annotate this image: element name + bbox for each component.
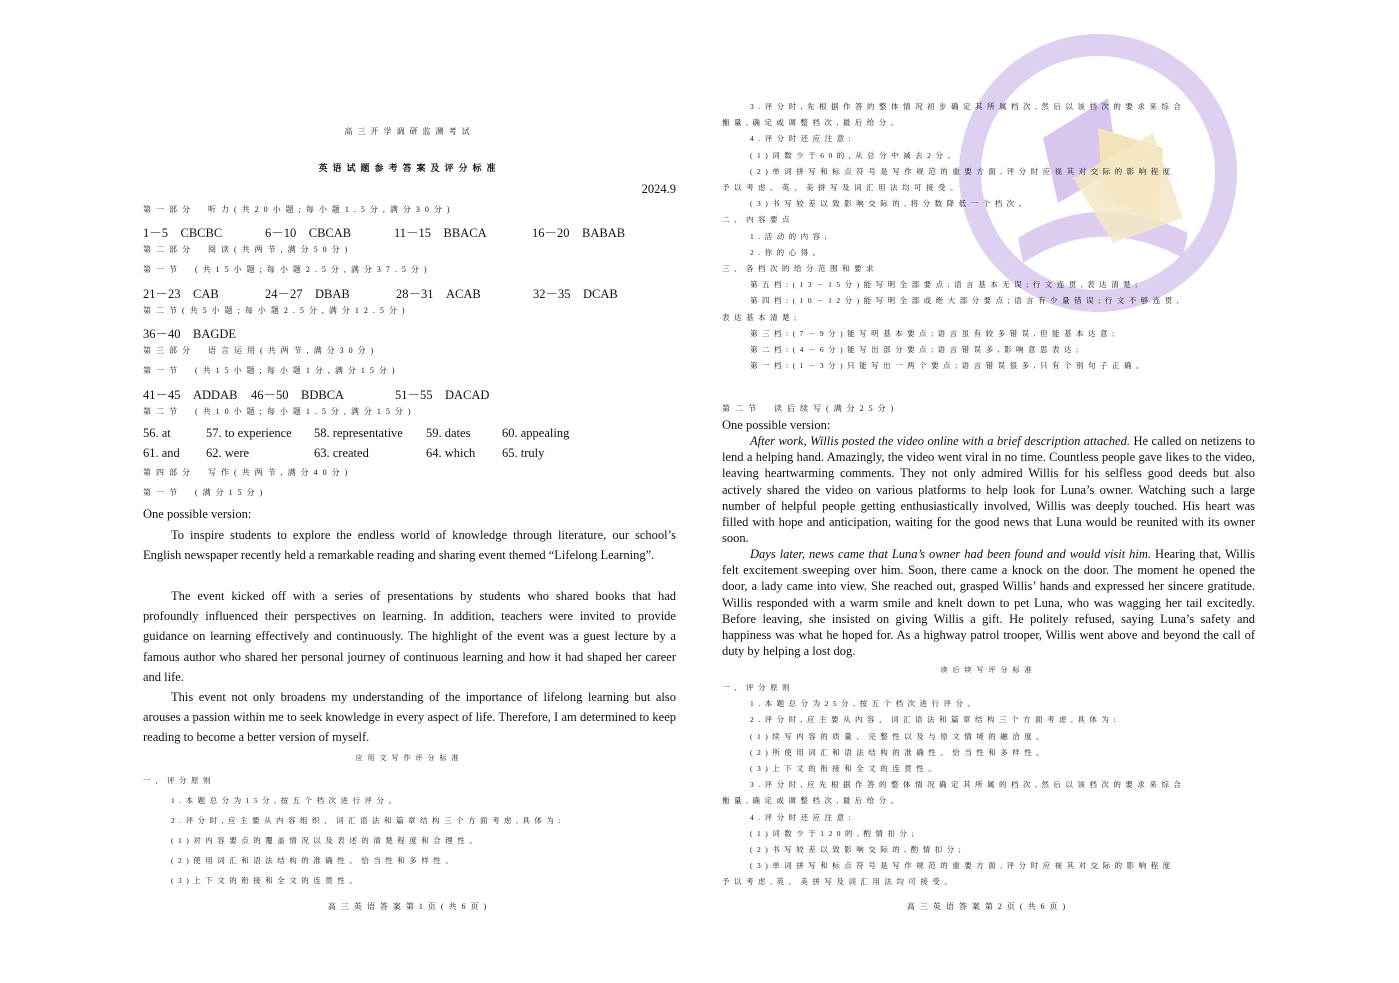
criteria-line: (2)单词拼写和标点符号是写作规范的重要方面,评分时应视其对交际的影响程度 [750,166,1175,176]
section2-part1-heading: 第一节 (共15小题;每小题2.5分,满分37.5分) [143,265,432,274]
criteria-line: (3)书写较差以致影响交际的,将分数降低一个档次。 [750,199,1031,209]
possible-version-label: One possible version: [143,507,252,521]
criteria-line: (3)单词拼写和标点符号是写作规范的重要方面,评分时应视其对交际的影响程度 [750,861,1175,871]
criteria-line: 三、各档次的给分范围和要求 [722,264,878,273]
page-footer: 高三英语答案第2页(共6页) [906,902,1071,911]
criteria-line: 第四档:(10－12分)能写明全部或绝大部分要点;语言有少量错误;行文不够连贯, [750,296,1184,306]
criteria-line: 1.活动的内容; [750,231,832,241]
section2-heading: 第二部分 阅读(共两节,满分50分) [143,245,353,254]
story-paragraph-2: Days later, news came that Luna’s owner had been found and would visit him. Hearing that, Willis felt excitement sweeping over him. Soon, there came a knock on the door. The moment he opened the door, a lady came into view. She reached out, grasped Willis’ hands and expressed her sincere gratitude. Willis responded with a warm smile and knelt down to pet Luna, who was wagging her tail excitedly. Before leaving, she insisted on giving Willis a gift. He politely refused, saying Luna’s safety and happiness was what he hoped for. As a highway patrol trooper, Willis went above and beyond the call of duty by helping a lost dog. [722,547,1255,659]
criteria-line: (2)书写较差以致影响交际的,酌情扣分; [750,845,966,854]
section1-heading: 第一部分 听力(共20小题;每小题1.5分,满分30分) [143,205,455,214]
date: 2024.9 [641,182,676,196]
section2-part2-answers: 36－40 BAGDE [143,327,237,341]
section2-continuation-heading: 第二节 读后续写(满分25分) [722,404,899,413]
criteria-line: (3)上下文的衔接和全文的连贯性。 [750,764,941,773]
section3-part2-heading: 第二节 (共10小题;每小题1.5分,满分15分) [143,407,416,416]
criteria-line: 3.评分时,应先根据作答的整体情况确定其所属的档次,然后以该档次的要求来综合 [750,780,1186,790]
criteria-line: 予以考虑,英、美拼写及词汇用法均可接受。 [722,877,957,887]
criteria-line: 第一档:(1－3分)只能写出一两个要点;语言错误很多,只有个别句子正确。 [750,361,1149,371]
criteria-line: (1)词数少于120的,酌情扣分; [750,828,918,838]
criteria-line: 予以考虑。英、美拼写及词汇用法均可接受。 [722,183,962,192]
criteria-line: (3)上下文的衔接和全文的连贯性。 [171,876,362,885]
criteria-line: 2.评分时,应主要从内容组织、词汇语法和篇章结构三个方面考虑,具体为: [171,816,565,825]
section3-heading: 第三部分 语言运用(共两节,满分30分) [143,346,379,355]
section2-part2-heading: 第二节(共5小题;每小题2.5分,满分12.5分) [143,306,410,315]
criteria-line: 4.评分时还应注意: [750,134,856,144]
essay-paragraph-2: The event kicked off with a series of presentations by students who shared books that had profoundly influenced their perspectives on learning. In addition, teachers were invited to provide guidance on learning effectively and continuously. The highlight of the event was a guest lecture by a famous author who shared her personal journey of continuous learning and how it had shaped her career and life. [143,589,676,684]
exam-title: 高三开学调研监测考试 [344,127,475,136]
criteria-line: 2.评分时,应主要从内容、词汇语法和篇章结构三个方面考虑,具体为: [750,715,1120,725]
criteria-line: 1.本题总分为25分,按五个档次进行评分。 [750,699,980,709]
section4-part1-heading: 第一节 (满分15分) [143,488,268,497]
criteria-line: 第三档:(7－9分)能写明基本要点;语言虽有较多错误,但能基本达意; [750,328,1119,338]
criteria-line: 4.评分时还应注意: [750,812,856,822]
criteria-line: 衡量,确定或调整档次,最后给分。 [722,796,903,806]
section3-part1-heading: 第一节 (共15小题;每小题1分,满分15分) [143,366,400,375]
criteria-title: 应用文写作评分标准 [355,754,464,762]
criteria-line: (1)词数少于60的,从总分中减去2分。 [750,150,960,160]
criteria-line: (1)对内容要点的覆盖情况以及表述的清楚程度和合理性。 [171,836,482,845]
possible-version-label: One possible version: [722,418,831,432]
page-footer: 高三英语答案第1页(共6页) [327,902,492,911]
criteria-line: (2)所使用词汇和语法结构的准确性、恰当性和多样性。 [750,747,1049,757]
criteria-line: 衡量,确定或调整档次,最后给分。 [722,118,903,128]
doc-title: 英语试题参考答案及评分标准 [318,163,501,173]
section3-part2-row1: 56. at 57. to experience 58. representative 59. dates 60. appealing [143,426,570,440]
criteria-line: (2)使用词汇和语法结构的准确性、恰当性和多样性。 [171,856,458,865]
criteria-line: 3.评分时,先根据作答的整体情况初步确定其所属档次,然后以该档次的要求来综合 [750,102,1186,111]
criteria-line: (1)续写内容的质量、完整性以及与原文情境的融洽度。 [750,731,1049,741]
section3-part2-row2: 61. and 62. were 63. created 64. which 65. truly [143,446,545,460]
criteria-line: 二、内容要点 [722,215,794,225]
section4-heading: 第四部分 写作(共两节,满分40分) [143,468,353,477]
section1-answers: 1－5 CBCBC 6－10 CBCAB 11－15 BBACA 16－20 BABAB [143,226,626,240]
criteria-line: 1.本题总分为15分,按五个档次进行评分。 [171,796,401,805]
section3-part1-answers: 41－45 ADDAB 46－50 BDBCA 51－55 DACAD [143,388,490,402]
criteria-line: 2.你的心得。 [750,247,825,257]
continuation-criteria-title: 读后续写评分标准 [940,666,1037,674]
story-paragraph-1: After work, Willis posted the video online with a brief description attached. He called on netizens to lend a helping hand. Amazingly, the video went viral in no time. Countless people gave likes to the video, leaving heartwarming comments. They not only admired Willis for his selfless good deeds but also actively shared the video on various platforms to help look for Luna’s owner. Watching such a large number of helpful people getting enthusiastically involved, Willis was deeply touched. His heart was filled with hope and anticipation, waiting for the good news that Luna would be reunited with its owner soon. [722,434,1256,546]
essay-paragraph-1: To inspire students to explore the endless world of knowledge through literature, our school’s English newspaper recently held a remarkable reading and sharing event themed “Lifelong Learning”. [143,528,676,563]
criteria-line: 一、评分原则 [143,776,215,785]
essay-paragraph-3: This event not only broadens my understanding of the importance of lifelong learning but also arouses a passion within me to seek knowledge in every aspect of life. Therefore, I am determined to keep reading to become a better version of myself. [143,690,676,745]
criteria-line: 一、评分原则 [722,683,794,692]
criteria-line: 第五档:(13－15分)能写明全部要点;语言基本无误;行文连贯,表达清楚; [750,280,1142,290]
criteria-line: 第二档:(4－6分)能写出部分要点;语言错误多,影响意思表达; [750,345,1083,354]
section2-part1-answers: 21－23 CAB 24－27 DBAB 28－31 ACAB 32－35 DCAB [143,287,618,301]
criteria-line: 表达基本清楚; [722,312,801,322]
